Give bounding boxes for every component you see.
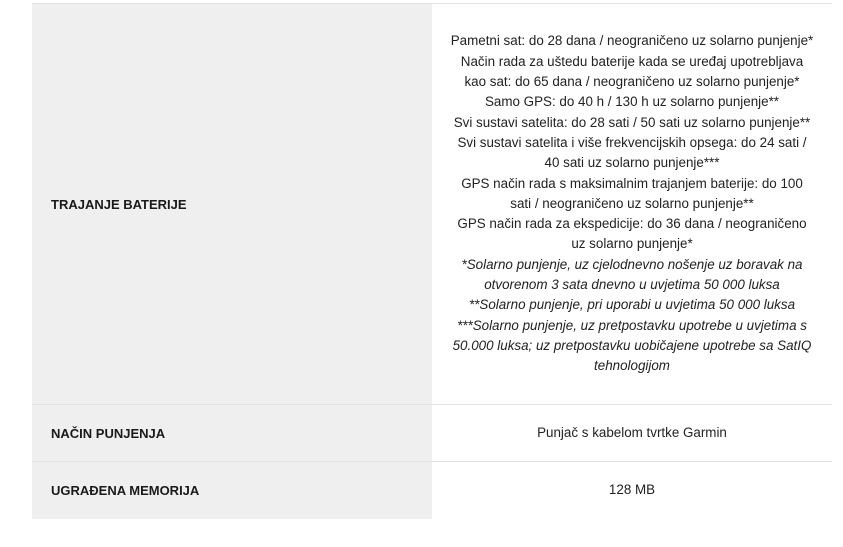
battery-footnote: **Solarno punjenje, pri uporabi u uvjetima 50 000 luksa <box>468 297 796 313</box>
spec-row-charging <box>32 404 832 461</box>
spec-value-battery <box>432 4 832 404</box>
battery-lines <box>450 31 814 376</box>
battery-line: Način rada za uštedu baterije kada se uređaj upotrebljava kao sat: do 65 dana / neograničeno uz solarno punjenje* <box>460 53 804 90</box>
spec-row-battery <box>32 3 832 404</box>
battery-line: GPS način rada za ekspedicije: do 36 dana / neograničeno uz solarno punjenje* <box>457 216 807 252</box>
battery-line: Svi sustavi satelita: do 28 sati / 50 sati uz solarno punjenje** <box>453 114 811 130</box>
battery-footnote: *Solarno punjenje, uz cjelodnevno nošenje uz boravak na otvorenom 3 sata dnevno u uvjetima 50 000 luksa <box>461 256 803 293</box>
spec-label-charging: NAČIN PUNJENJA <box>32 405 432 461</box>
spec-table <box>32 0 832 519</box>
battery-footnote: ***Solarno punjenje, uz pretpostavku upotrebe u uvjetima s 50.000 luksa; uz pretpostavku uobičajene upotrebe sa SatIQ tehnologijom <box>452 317 812 374</box>
spec-value-memory: 128 MB <box>608 482 656 498</box>
spec-row-memory <box>32 461 832 519</box>
spec-value-charging: Punjač s kabelom tvrtke Garmin <box>537 424 727 440</box>
spec-label-battery: TRAJANJE BATERIJE <box>32 4 432 404</box>
battery-line: Samo GPS: do 40 h / 130 h uz solarno punjenje** <box>484 94 780 110</box>
spec-label-memory: UGRAĐENA MEMORIJA <box>32 462 432 519</box>
battery-line: Svi sustavi satelita i više frekvencijskih opsega: do 24 sati / 40 sati uz solarno punjenje*** <box>457 134 807 171</box>
battery-line: Pametni sat: do 28 dana / neograničeno uz solarno punjenje* <box>450 33 814 49</box>
battery-line: GPS način rada s maksimalnim trajanjem baterije: do 100 sati / neograničeno uz solarno punjenje** <box>461 175 803 211</box>
